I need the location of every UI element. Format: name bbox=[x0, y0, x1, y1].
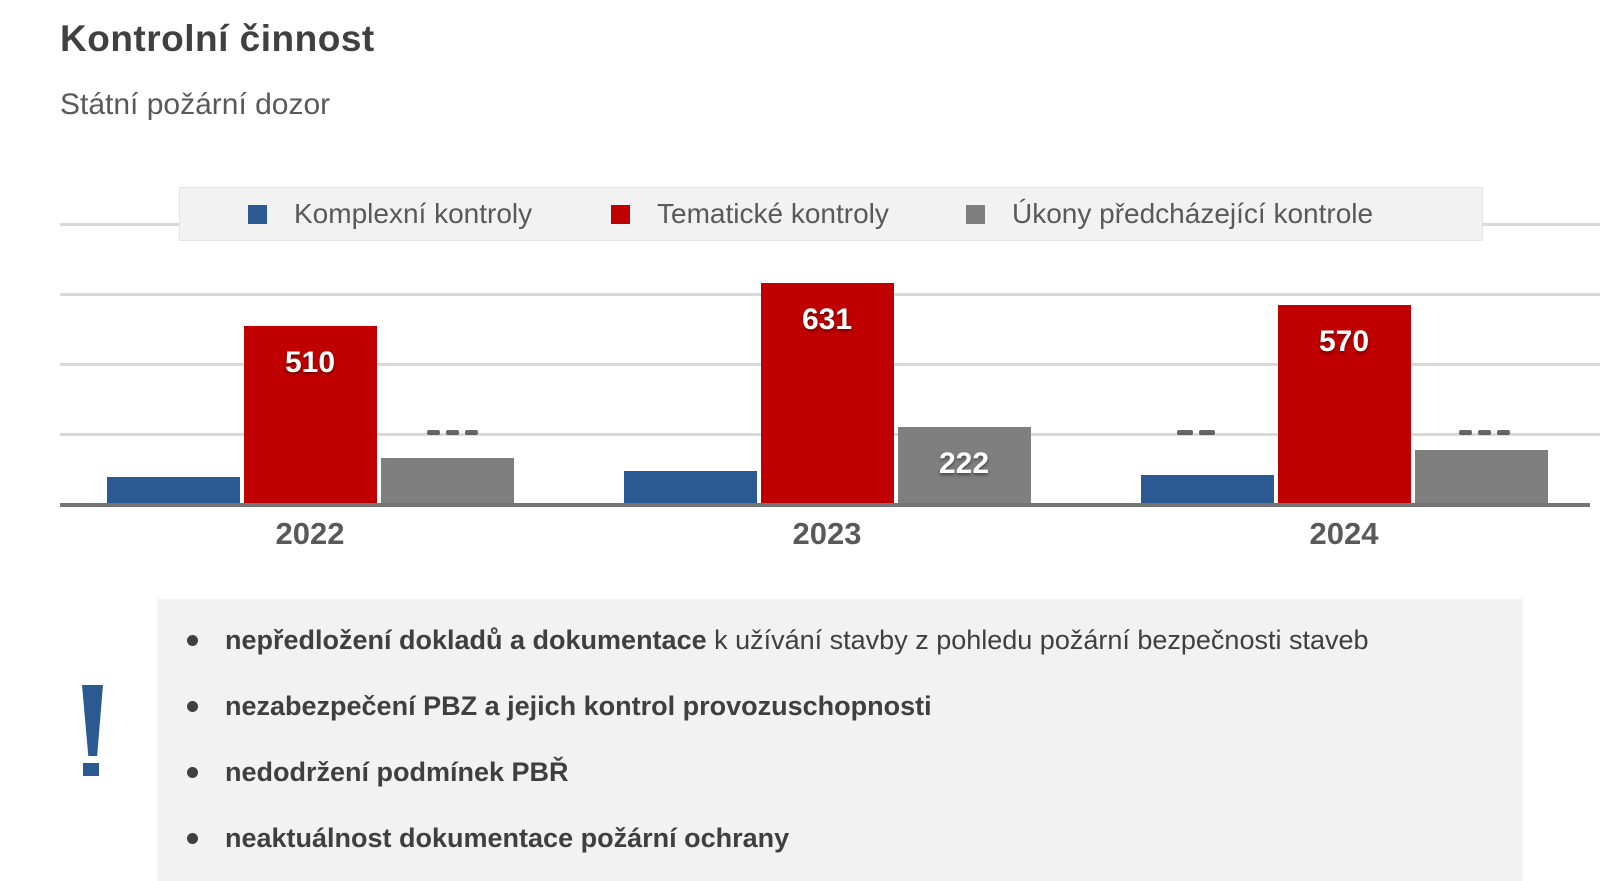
legend-item-label: Tematické kontroly bbox=[657, 198, 889, 229]
bar-2023 bbox=[624, 471, 757, 505]
clipped-label-dash bbox=[1497, 430, 1510, 435]
bar-2024 bbox=[1141, 475, 1274, 505]
bullet-text: neaktuálnost dokumentace požární ochrany bbox=[225, 822, 790, 853]
legend-color-swatch-icon bbox=[611, 205, 630, 224]
clipped-label-dash bbox=[1478, 430, 1491, 435]
bar-value-label: 570 bbox=[1318, 324, 1370, 358]
bar-2024 bbox=[1415, 450, 1548, 505]
clipped-label-dash bbox=[427, 430, 440, 435]
bullet-list bbox=[157, 599, 1523, 871]
bar-value-label: 222 bbox=[938, 447, 990, 481]
legend-item-label: Úkony předcházející kontrole bbox=[1012, 198, 1374, 229]
bullet-dot-icon bbox=[187, 833, 198, 844]
category-label: 2022 bbox=[275, 516, 345, 551]
legend-color-swatch-icon bbox=[248, 205, 267, 224]
bar-value-label: 631 bbox=[801, 303, 853, 337]
legend-color-swatch-icon bbox=[966, 205, 985, 224]
bullet-item bbox=[157, 739, 1523, 805]
clipped-label-dash bbox=[1459, 430, 1472, 435]
bullet-item bbox=[157, 805, 1523, 871]
category-label: 2024 bbox=[1309, 516, 1379, 551]
bullet-text: nepředložení dokladů a dokumentace k užívání stavby z pohledu požární bezpečnosti staveb bbox=[225, 624, 1369, 655]
bullet-dot-icon bbox=[187, 767, 198, 778]
clipped-label-mark bbox=[427, 430, 478, 436]
bar-value-label: 510 bbox=[284, 345, 336, 379]
legend-item-ukony bbox=[966, 188, 1373, 240]
page-title: Kontrolní činnost bbox=[60, 18, 375, 59]
clipped-label-dash bbox=[1177, 430, 1193, 435]
bar-2022 bbox=[381, 458, 514, 505]
clipped-label-dash bbox=[465, 430, 478, 435]
legend-item-komplexni bbox=[248, 188, 532, 240]
callout-panel bbox=[157, 599, 1523, 881]
bullet-text: nedodržení podmínek PBŘ bbox=[225, 756, 569, 787]
bullet-text: nezabezpečení PBZ a jejich kontrol provozuschopnosti bbox=[225, 690, 932, 721]
legend-item-tematicke bbox=[611, 188, 889, 240]
bullet-dot-icon bbox=[187, 701, 198, 712]
bar-2022 bbox=[107, 477, 240, 505]
category-label: 2023 bbox=[792, 516, 862, 551]
clipped-label-mark bbox=[1177, 430, 1215, 436]
clipped-label-dash bbox=[1199, 430, 1215, 435]
bullet-item bbox=[157, 607, 1523, 673]
chart-legend bbox=[179, 187, 1483, 241]
clipped-label-mark bbox=[1459, 430, 1510, 436]
page-subtitle: Státní požární dozor bbox=[60, 88, 331, 121]
x-axis-line bbox=[60, 503, 1590, 507]
exclamation-icon-dot bbox=[83, 763, 99, 776]
legend-item-label: Komplexní kontroly bbox=[294, 198, 533, 229]
clipped-label-dash bbox=[446, 430, 459, 435]
bullet-item bbox=[157, 673, 1523, 739]
bullet-dot-icon bbox=[187, 635, 198, 646]
